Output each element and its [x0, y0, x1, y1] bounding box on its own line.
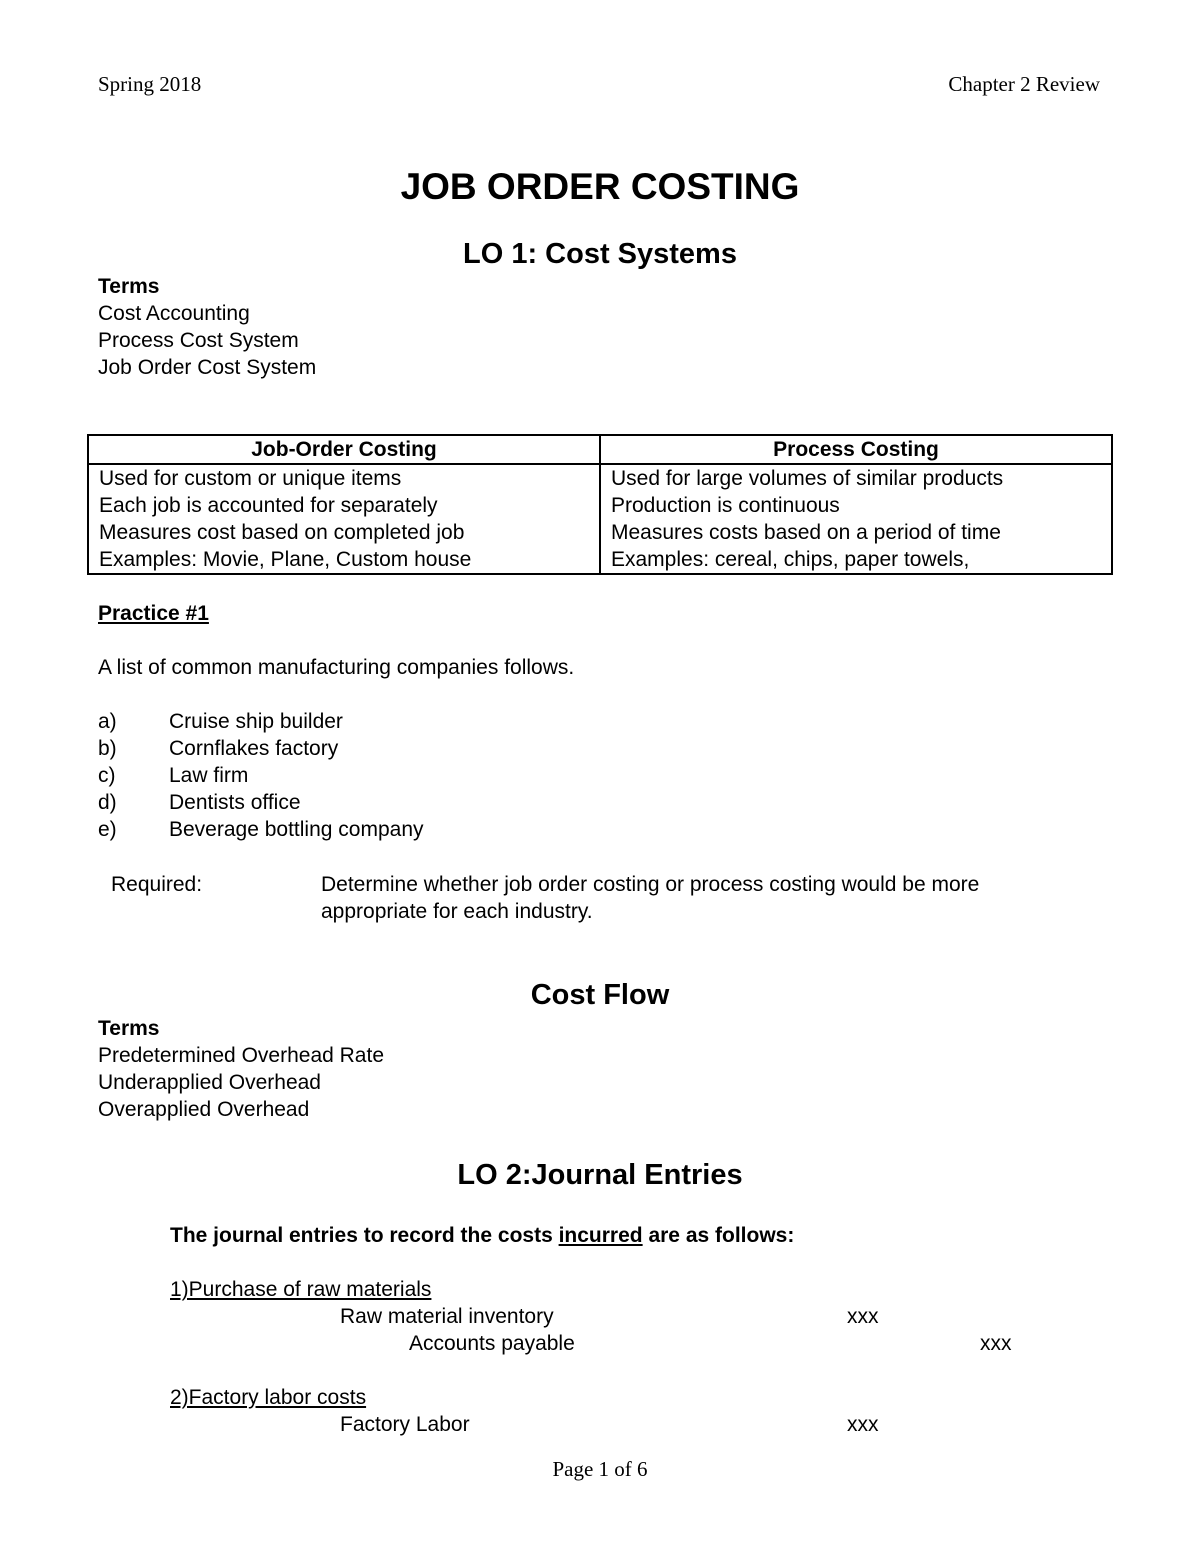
- list-item-text: Cornflakes factory: [169, 737, 339, 760]
- list-marker: c): [98, 764, 116, 787]
- table-row: [88, 464, 1112, 492]
- table-header-process: Process Costing: [600, 435, 1112, 464]
- list-item: [98, 789, 424, 816]
- lo1-terms-label: Terms: [98, 275, 160, 298]
- list-marker: b): [98, 737, 117, 760]
- lo1-term: Cost Accounting: [98, 302, 250, 325]
- table-row: [88, 492, 1112, 519]
- cost-flow-term: Underapplied Overhead: [98, 1071, 321, 1094]
- lo1-term: Process Cost System: [98, 329, 299, 352]
- list-item: [98, 762, 424, 789]
- cost-flow-term: Overapplied Overhead: [98, 1098, 310, 1121]
- entry1-credit-account: Accounts payable: [409, 1332, 575, 1355]
- practice-intro: A list of common manufacturing companies follows.: [98, 656, 575, 679]
- entry2-debit-account: Factory Labor: [340, 1413, 470, 1436]
- lo2-heading: LO 2:Journal Entries: [457, 1159, 743, 1191]
- list-item: [98, 708, 424, 735]
- entry1-debit-amount: xxx: [847, 1305, 879, 1328]
- list-marker: a): [98, 710, 117, 733]
- page-number: Page 1 of 6: [552, 1457, 648, 1481]
- costing-comparison-table: [87, 434, 1113, 575]
- table-cell: Measures costs based on a period of time: [600, 519, 1112, 546]
- list-item-text: Law firm: [169, 764, 249, 787]
- entry2-label: 2)Factory labor costs: [170, 1386, 367, 1409]
- header-left: Spring 2018: [98, 72, 202, 96]
- company-list: [98, 708, 424, 843]
- list-item: [98, 816, 424, 843]
- lo2-intro-text: are as follows:: [642, 1224, 795, 1247]
- table-row: [88, 519, 1112, 546]
- page-title: JOB ORDER COSTING: [400, 166, 800, 207]
- table-cell: Each job is accounted for separately: [88, 492, 600, 519]
- entry1-debit-account: Raw material inventory: [340, 1305, 554, 1328]
- table-header-row: [88, 435, 1112, 464]
- list-marker: d): [98, 791, 117, 814]
- entry2-debit-amount: xxx: [847, 1413, 879, 1436]
- table-header-job-order: Job-Order Costing: [88, 435, 600, 464]
- entry1-credit-amount: xxx: [980, 1332, 1012, 1355]
- cost-flow-terms-label: Terms: [98, 1017, 160, 1040]
- required-text: [321, 871, 979, 925]
- lo2-intro: [170, 1222, 794, 1249]
- list-item-text: Beverage bottling company: [169, 818, 424, 841]
- list-marker: e): [98, 818, 117, 841]
- lo1-term: Job Order Cost System: [98, 356, 317, 379]
- list-item: [98, 735, 424, 762]
- lo1-terms: [98, 273, 316, 381]
- required-line: Determine whether job order costing or process costing would be more: [321, 873, 980, 896]
- list-item-text: Cruise ship builder: [169, 710, 343, 733]
- practice-heading: Practice #1: [98, 602, 209, 625]
- table-cell: Examples: cereal, chips, paper towels,: [600, 546, 1112, 574]
- table-cell: Examples: Movie, Plane, Custom house: [88, 546, 600, 574]
- cost-flow-term: Predetermined Overhead Rate: [98, 1044, 384, 1067]
- table-cell: Used for custom or unique items: [88, 464, 600, 492]
- table-cell: Measures cost based on completed job: [88, 519, 600, 546]
- table-cell: Production is continuous: [600, 492, 1112, 519]
- lo1-heading: LO 1: Cost Systems: [463, 238, 737, 270]
- table-cell: Used for large volumes of similar products: [600, 464, 1112, 492]
- cost-flow-terms: [98, 1015, 384, 1123]
- list-item-text: Dentists office: [169, 791, 301, 814]
- lo2-intro-text: The journal entries to record the costs: [170, 1224, 559, 1247]
- required-line: appropriate for each industry.: [321, 900, 593, 923]
- entry1-label: 1)Purchase of raw materials: [170, 1278, 432, 1301]
- cost-flow-heading: Cost Flow: [530, 979, 670, 1011]
- lo2-intro-emphasis: incurred: [558, 1224, 643, 1247]
- table-row: [88, 546, 1112, 574]
- header-right: Chapter 2 Review: [948, 72, 1100, 96]
- required-label: Required:: [111, 873, 203, 896]
